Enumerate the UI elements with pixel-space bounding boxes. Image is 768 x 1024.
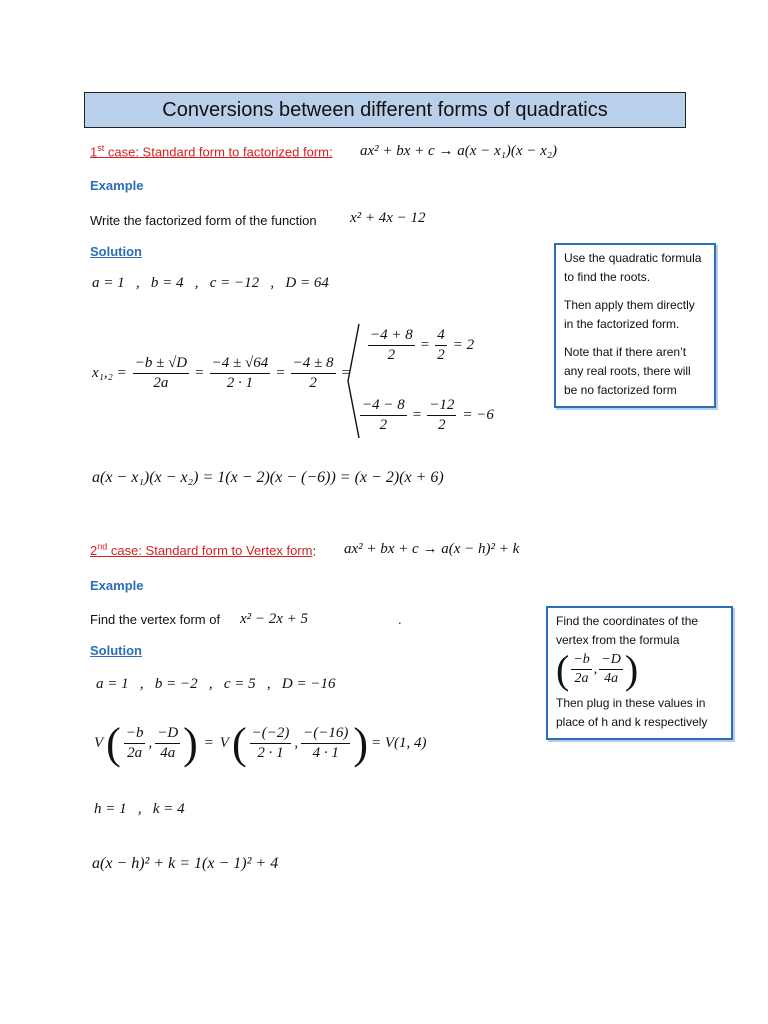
page-title: Conversions between different forms of quadratics — [84, 92, 686, 128]
branch-top-num: −4 + 8 — [368, 328, 415, 346]
case2-function: x² − 2x + 5 — [240, 611, 309, 627]
branch-bottom-num: −4 − 8 — [360, 398, 407, 416]
fraction-general-den: 2a — [153, 375, 169, 391]
vertex-x-den: 2a — [127, 745, 143, 761]
case2-colon: : — [312, 543, 317, 559]
x12-lhs: x₁,₂ = — [92, 365, 127, 381]
note2-y-fraction — [599, 653, 623, 686]
vertex-result: = V(1, 4) — [371, 735, 427, 751]
note1-line3: Note that if there aren’t any real roots, there will be no factorized form — [564, 345, 691, 397]
case1-example-label: Example — [90, 178, 144, 193]
case2-formula: ax² + bx + c → a(x − h)² + k — [344, 541, 520, 557]
note2-line2: Then plug in these values in place of h and k respectively — [556, 696, 708, 729]
case1-formula: ax² + bx + c → a(x − x₁)(x − x₂) — [360, 143, 557, 159]
vertex-x-sub-fraction — [250, 726, 292, 761]
vertex-y-fraction — [155, 726, 180, 761]
branch-bracket — [345, 322, 361, 440]
branch-top: $\frac{-4 + 8}{2}$ = $\frac{4}{2}$ = 2 — [370, 327, 475, 363]
case2-prompt: Find the vertex form of — [90, 612, 221, 627]
branch-bottom-mid-num: −12 — [427, 398, 456, 416]
note2-x-den: 2a — [574, 671, 589, 686]
branch-bottom-result: = −6 — [462, 407, 494, 423]
case2-result: a(x − h)² + k = 1(x − 1)² + 4 — [92, 855, 279, 872]
branch-bottom-simplified — [427, 398, 456, 433]
case1-coefficients: a = 1 , b = 4 , c = −12 , D = 64 — [92, 275, 329, 291]
case1-result: a(x − x₁)(x − x₂) = 1(x − 2)(x − (−6)) = (x − 2)(x + 6) — [92, 469, 444, 486]
fraction-substituted — [210, 356, 271, 391]
vertex-y-sub-num: −(−16) — [301, 726, 350, 744]
case2-vertex-formula: V ( $\frac{-b}{2a}$ , $\frac{-D}{4a}$ ) = V ( $\frac{-(-2)}{2 \cdot 1}$ , $\frac{-(-16)}{4 \cdot 1}$ ) = V(1, 4) — [94, 718, 427, 768]
branch-top-simplified — [435, 328, 447, 363]
case1-function: x² + 4x − 12 — [350, 210, 426, 226]
vertex-x-sub-den: 2 · 1 — [257, 745, 284, 761]
case2-solution-label: Solution — [90, 643, 142, 658]
note2-x-num: −b — [571, 653, 591, 670]
vertex-y-den: 4a — [160, 745, 176, 761]
case1-number: 1 — [90, 144, 98, 160]
fraction-general-num: −b ± √D — [133, 356, 189, 374]
branch-bottom-mid-den: 2 — [438, 417, 446, 433]
case2-coefficients: a = 1 , b = −2 , c = 5 , D = −16 — [96, 676, 336, 692]
note2-y-den: 4a — [604, 671, 619, 686]
branch-bottom-fraction — [360, 398, 407, 433]
branch-top-result: = 2 — [452, 337, 475, 353]
vertex-x-sub-num: −(−2) — [250, 726, 292, 744]
note1-line2: Then apply them directly in the factorized form. — [564, 298, 695, 331]
fraction-general — [133, 356, 189, 391]
note2-y-num: −D — [599, 653, 623, 670]
branch-top-den: 2 — [387, 347, 396, 363]
note1-line1: Use the quadratic formula to find the roots. — [564, 251, 702, 284]
note2-x-fraction — [571, 653, 591, 686]
note-box-vertex — [546, 606, 733, 740]
case2-number: 2 — [90, 543, 98, 559]
case1-quadratic-formula: x₁,₂ = $\frac{-b \pm √D}{2a}$ = $\frac{-4 \pm √64}{2 \cdot 1}$ = $\frac{-4 \pm 8}{2}$ = — [92, 355, 350, 391]
vertex-y-sub-fraction — [301, 726, 350, 761]
case1-label: case: Standard form to factorized form: — [104, 144, 333, 160]
case1-solution-label: Solution — [90, 244, 142, 259]
vertex-y-num: −D — [155, 726, 180, 744]
vertex-x-fraction — [124, 726, 146, 761]
case2-example-label: Example — [90, 578, 144, 593]
note2-formula: ( $\frac{-b}{2a}$ , $\frac{-D}{4a}$ ) — [556, 646, 639, 692]
case2-ordinal: nd — [97, 542, 108, 552]
fraction-simplified-den: 2 — [309, 375, 317, 391]
branch-bottom-den: 2 — [379, 417, 388, 433]
branch-bottom: $\frac{-4 - 8}{2}$ = $\frac{-12}{2}$ = −6 — [362, 397, 494, 433]
branch-top-mid-num: 4 — [435, 328, 447, 346]
case1-heading — [90, 143, 333, 159]
branch-top-mid-den: 2 — [437, 347, 445, 363]
fraction-simplified — [291, 356, 336, 391]
vertex-y-sub-den: 4 · 1 — [312, 745, 339, 761]
case2-heading — [90, 542, 316, 558]
case2-hk: h = 1 , k = 4 — [94, 801, 185, 817]
case1-prompt: Write the factorized form of the function — [90, 213, 317, 228]
case2-dot: . — [398, 612, 402, 627]
case1-ordinal: st — [97, 143, 105, 153]
fraction-simplified-num: −4 ± 8 — [291, 356, 336, 374]
note2-line1: Find the coordinates of the vertex from the formula — [556, 614, 699, 647]
note-box-factorized — [554, 243, 716, 408]
fraction-substituted-den: 2 · 1 — [226, 375, 254, 391]
branch-top-fraction — [368, 328, 415, 363]
fraction-substituted-num: −4 ± √64 — [210, 356, 271, 374]
case2-label: case: Standard form to Vertex form — [107, 543, 313, 559]
vertex-x-num: −b — [124, 726, 146, 744]
